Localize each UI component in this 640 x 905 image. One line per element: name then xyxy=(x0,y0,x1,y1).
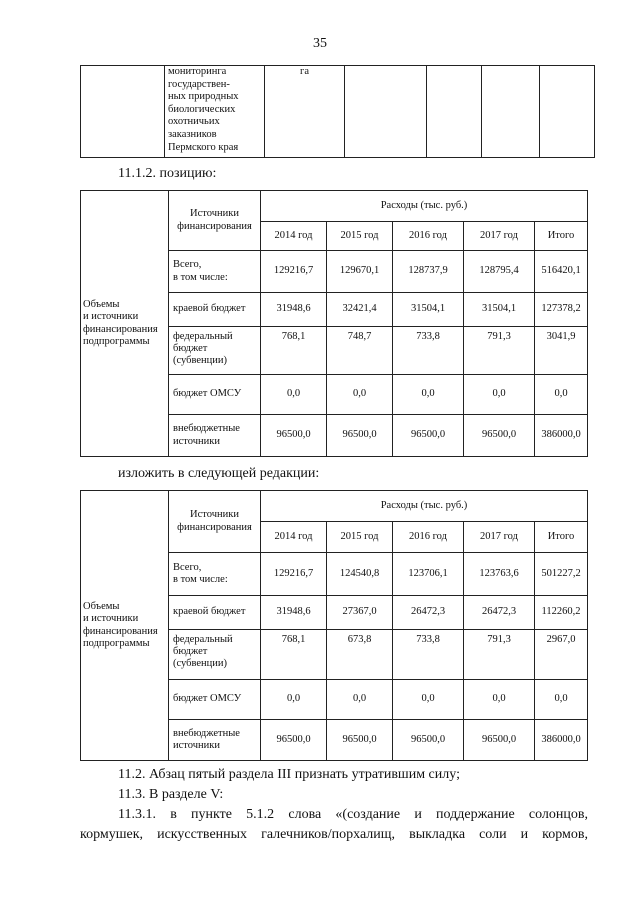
t1-cell: 96500,0 xyxy=(393,415,464,457)
t2-cell: 96500,0 xyxy=(261,720,327,761)
t2-cell: 96500,0 xyxy=(464,720,535,761)
t2-row-label: краевой бюджет xyxy=(169,596,261,630)
program-name-line: государствен- xyxy=(168,78,230,90)
t1-cell: 0,0 xyxy=(535,375,588,415)
t2-cell: 791,3 xyxy=(464,630,535,680)
t1-cell: 96500,0 xyxy=(261,415,327,457)
program-name-line: Пермского края xyxy=(168,141,239,153)
t1-year-2017: 2017 год xyxy=(464,222,535,251)
t2-year-2015: 2015 год xyxy=(327,522,393,553)
t1-row-label: краевой бюджет xyxy=(169,293,261,327)
unit-fragment: га xyxy=(300,66,309,77)
t2-cell: 26472,3 xyxy=(464,596,535,630)
program-name-line: ных природных xyxy=(168,91,239,103)
top-cell-empty-4 xyxy=(482,66,540,158)
program-name-line: биологических xyxy=(168,103,236,115)
financing-table-old xyxy=(80,190,588,457)
t2-cell: 112260,2 xyxy=(535,596,588,630)
program-name-line: охотничьих xyxy=(168,116,220,128)
paragraph-11-3: 11.3. В разделе V: xyxy=(118,787,224,802)
t2-cell: 0,0 xyxy=(393,680,464,720)
t2-cell: 0,0 xyxy=(327,680,393,720)
t2-cell: 124540,8 xyxy=(327,553,393,596)
t2-cell: 96500,0 xyxy=(393,720,464,761)
position-heading: 11.1.2. позицию: xyxy=(118,166,217,181)
t2-cell: 501227,2 xyxy=(535,553,588,596)
t1-cell: 516420,1 xyxy=(535,251,588,293)
t2-year-2016: 2016 год xyxy=(393,522,464,553)
t1-cell: 0,0 xyxy=(261,375,327,415)
t2-cell: 123763,6 xyxy=(464,553,535,596)
top-cell-empty-3 xyxy=(427,66,482,158)
t1-cell: 127378,2 xyxy=(535,293,588,327)
paragraph-11-2: 11.2. Абзац пятый раздела III признать утратившим силу; xyxy=(118,767,460,782)
t1-expenses-header: Расходы (тыс. руб.) xyxy=(261,191,588,222)
paragraph-11-3-1-line1: 11.3.1. в пункте 5.1.2 слова «(создание и поддержание солонцов, xyxy=(118,807,588,822)
t2-row-label: внебюджетные источники xyxy=(169,720,261,761)
top-cell-empty-2 xyxy=(345,66,427,158)
top-cell-empty-5 xyxy=(540,66,595,158)
t1-cell: 386000,0 xyxy=(535,415,588,457)
t2-cell: 0,0 xyxy=(535,680,588,720)
t2-cell: 0,0 xyxy=(464,680,535,720)
t1-sources-header: Источники финансирования xyxy=(169,191,261,251)
t1-row-label: федеральный бюджет (субвенции) xyxy=(169,327,261,375)
t1-row-label: внебюджетные источники xyxy=(169,415,261,457)
t1-cell: 31504,1 xyxy=(464,293,535,327)
t2-side-label: Объемы и источники финансирования подпрограммы xyxy=(83,601,158,649)
t1-cell: 0,0 xyxy=(393,375,464,415)
t1-cell: 0,0 xyxy=(327,375,393,415)
t2-cell: 768,1 xyxy=(261,630,327,680)
t1-cell: 129670,1 xyxy=(327,251,393,293)
t1-cell: 31948,6 xyxy=(261,293,327,327)
t1-cell: 129216,7 xyxy=(261,251,327,293)
t1-cell: 748,7 xyxy=(327,327,393,375)
t2-cell: 123706,1 xyxy=(393,553,464,596)
t1-year-2015: 2015 год xyxy=(327,222,393,251)
t2-cell: 129216,7 xyxy=(261,553,327,596)
t2-expenses-header: Расходы (тыс. руб.) xyxy=(261,491,588,522)
program-name-line: заказников xyxy=(168,128,217,140)
t2-cell: 0,0 xyxy=(261,680,327,720)
t2-cell: 96500,0 xyxy=(327,720,393,761)
t1-row-label: Всего, в том числе: xyxy=(169,251,261,293)
t1-cell: 96500,0 xyxy=(464,415,535,457)
t2-total-header: Итого xyxy=(535,522,588,553)
t1-cell: 0,0 xyxy=(464,375,535,415)
t2-side-label-cell xyxy=(81,491,169,761)
t2-year-2014: 2014 год xyxy=(261,522,327,553)
t2-cell: 2967,0 xyxy=(535,630,588,680)
t2-cell: 31948,6 xyxy=(261,596,327,630)
t1-year-2014: 2014 год xyxy=(261,222,327,251)
t1-cell: 31504,1 xyxy=(393,293,464,327)
top-table-fragment xyxy=(80,65,595,158)
t1-cell: 32421,4 xyxy=(327,293,393,327)
t1-row-label: бюджет ОМСУ xyxy=(169,375,261,415)
t2-row-label: Всего, в том числе: xyxy=(169,553,261,596)
t2-cell: 27367,0 xyxy=(327,596,393,630)
t1-side-label-cell xyxy=(81,191,169,457)
t1-cell: 768,1 xyxy=(261,327,327,375)
t2-row-label: федеральный бюджет (субвенции) xyxy=(169,630,261,680)
t1-cell: 733,8 xyxy=(393,327,464,375)
t1-side-label: Объемы и источники финансирования подпрограммы xyxy=(83,299,158,347)
t2-cell: 386000,0 xyxy=(535,720,588,761)
program-name-lines xyxy=(168,66,264,154)
t2-cell: 26472,3 xyxy=(393,596,464,630)
t2-cell: 733,8 xyxy=(393,630,464,680)
t2-year-2017: 2017 год xyxy=(464,522,535,553)
t2-row-label: бюджет ОМСУ xyxy=(169,680,261,720)
top-cell-unit xyxy=(265,66,345,158)
page-number: 35 xyxy=(313,36,327,51)
program-name-line: мониторинга xyxy=(168,66,227,77)
t1-cell: 96500,0 xyxy=(327,415,393,457)
t1-cell: 3041,9 xyxy=(535,327,588,375)
t1-cell: 128737,9 xyxy=(393,251,464,293)
t1-cell: 128795,4 xyxy=(464,251,535,293)
top-cell-empty-1 xyxy=(81,66,165,158)
t2-cell: 673,8 xyxy=(327,630,393,680)
t2-sources-header: Источники финансирования xyxy=(169,491,261,553)
t1-total-header: Итого xyxy=(535,222,588,251)
redaction-heading: изложить в следующей редакции: xyxy=(118,466,320,481)
t1-cell: 791,3 xyxy=(464,327,535,375)
top-cell-name xyxy=(165,66,265,158)
financing-table-new xyxy=(80,490,588,761)
paragraph-11-3-1-line2: кормушек, искусственных галечников/порхалищ, выкладка соли и кормов, xyxy=(80,827,588,842)
t1-year-2016: 2016 год xyxy=(393,222,464,251)
